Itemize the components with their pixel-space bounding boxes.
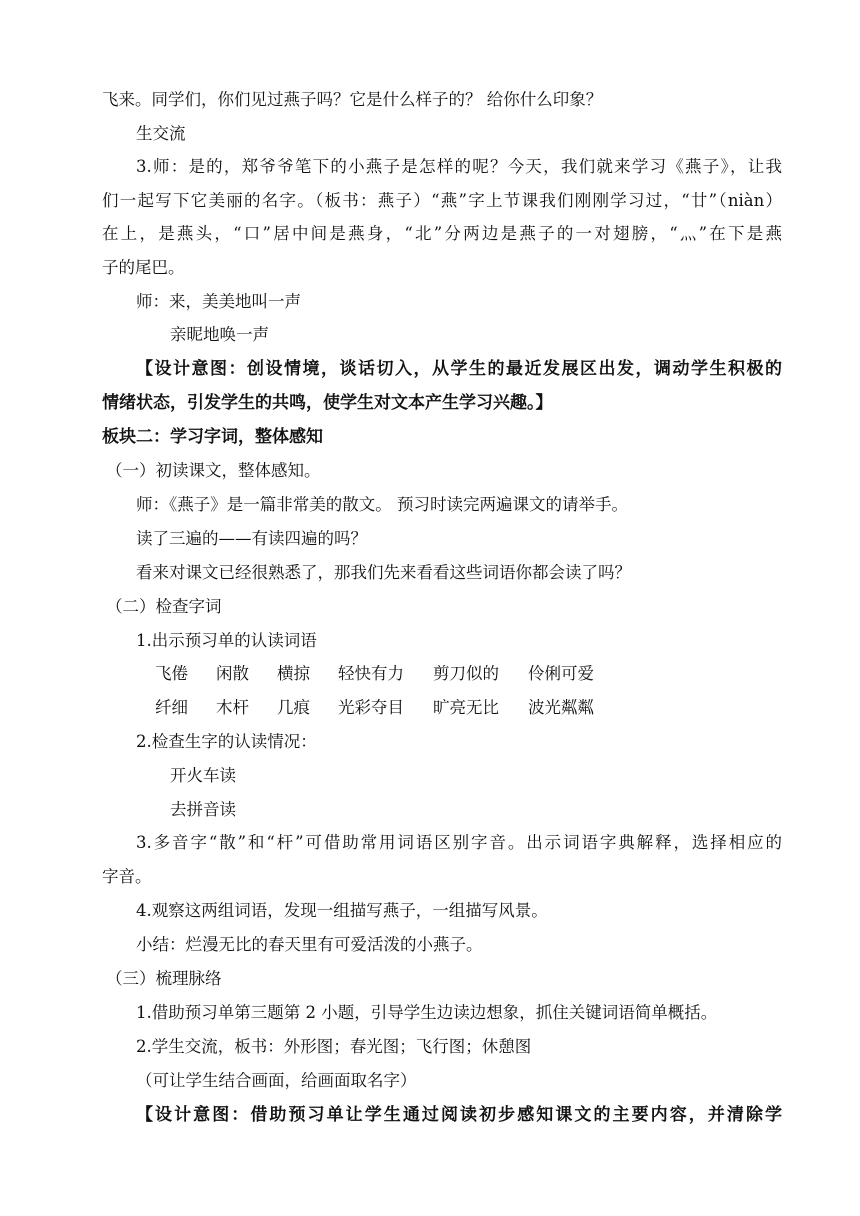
vocab-word: 光彩夺目 xyxy=(338,698,404,717)
vocab-word: 旷亮无比 xyxy=(433,698,499,717)
paragraph-line: 去拼音读 xyxy=(170,800,236,819)
vocab-word: 纤细 xyxy=(155,698,188,717)
paragraph-line: 看来对课文已经很熟悉了，那我们先来看看这些词语你都会读了吗？ xyxy=(136,563,631,582)
paragraph-line: 开火车读 xyxy=(170,766,236,785)
paragraph-line: 读了三遍的——有读四遍的吗？ xyxy=(136,529,367,548)
vocab-word: 横掠 xyxy=(277,664,310,683)
section-heading: 板块二：学习字词，整体感知 xyxy=(102,427,323,447)
paragraph-line: 3.多音字“散”和“杆”可借助常用词语区别字音。出示词语字典解释，选择相应的 xyxy=(136,833,782,852)
paragraph-line: 2.检查生字的认读情况： xyxy=(136,732,317,751)
paragraph-line: 1.出示预习单的认读词语 xyxy=(136,631,317,650)
vocab-word: 飞倦 xyxy=(155,664,188,683)
subsection-heading: （二）检查字词 xyxy=(106,597,222,616)
paragraph-line: 师：《燕子》是一篇非常美的散文。 预习时读完两遍课文的请举手。 xyxy=(136,495,628,514)
design-intent-note: 【设计意图：创设情境，谈话切入，从学生的最近发展区出发，调动学生积极的 xyxy=(136,359,782,379)
design-intent-note: 情绪状态，引发学生的共鸣，使学生对文本产生学习兴趣。】 xyxy=(102,393,553,413)
paragraph-line: 子的尾巴。 xyxy=(102,258,185,277)
paragraph-line: 亲昵地唤一声 xyxy=(170,325,269,344)
vocab-word: 几痕 xyxy=(277,698,310,717)
vocab-word: 剪刀似的 xyxy=(433,664,499,683)
paragraph-line: 小结：烂漫无比的春天里有可爱活泼的小燕子。 xyxy=(136,935,483,954)
vocab-word: 闲散 xyxy=(216,664,249,683)
vocab-word: 波光粼粼 xyxy=(528,698,594,717)
paragraph-line: 3.师：是的，郑爷爷笔下的小燕子是怎样的呢？今天，我们就来学习《燕子》，让我 xyxy=(136,157,782,176)
vocab-word: 木杆 xyxy=(216,698,249,717)
paragraph-line: 字音。 xyxy=(102,867,152,886)
vocab-word: 轻快有力 xyxy=(338,664,404,683)
paragraph-line: 师：来，美美地叫一声 xyxy=(136,292,301,311)
paragraph-line: 生交流 xyxy=(136,124,186,143)
paragraph-line: 4.观察这两组词语，发现一组描写燕子，一组描写风景。 xyxy=(136,901,548,920)
paragraph-line: 2.学生交流，板书：外形图；春光图；飞行图；休憩图 xyxy=(136,1037,532,1056)
design-intent-note: 【设计意图：借助预习单让学生通过阅读初步感知课文的主要内容，并清除学 xyxy=(136,1105,782,1125)
subsection-heading: （三）梳理脉络 xyxy=(106,969,222,988)
paragraph-line: 在上，是燕头，“口”居中间是燕身，“北”分两边是燕子的一对翅膀，“灬”在下是燕 xyxy=(102,224,782,243)
subsection-heading: （一）初读课文，整体感知。 xyxy=(106,461,321,480)
paragraph-line: 们一起写下它美丽的名字。（板书：燕子）“燕”字上节课我们刚刚学习过，“廿”（niàn） xyxy=(102,191,782,210)
vocab-word: 伶俐可爱 xyxy=(528,664,594,683)
paragraph-line: 飞来。同学们，你们见过燕子吗？它是什么样子的？ 给你什么印象？ xyxy=(102,90,603,109)
paragraph-line: （可让学生结合画面，给画面取名字） xyxy=(136,1071,417,1090)
paragraph-line: 1.借助预习单第三题第 2 小题，引导学生边读边想象，抓住关键词语简单概括。 xyxy=(136,1003,718,1022)
